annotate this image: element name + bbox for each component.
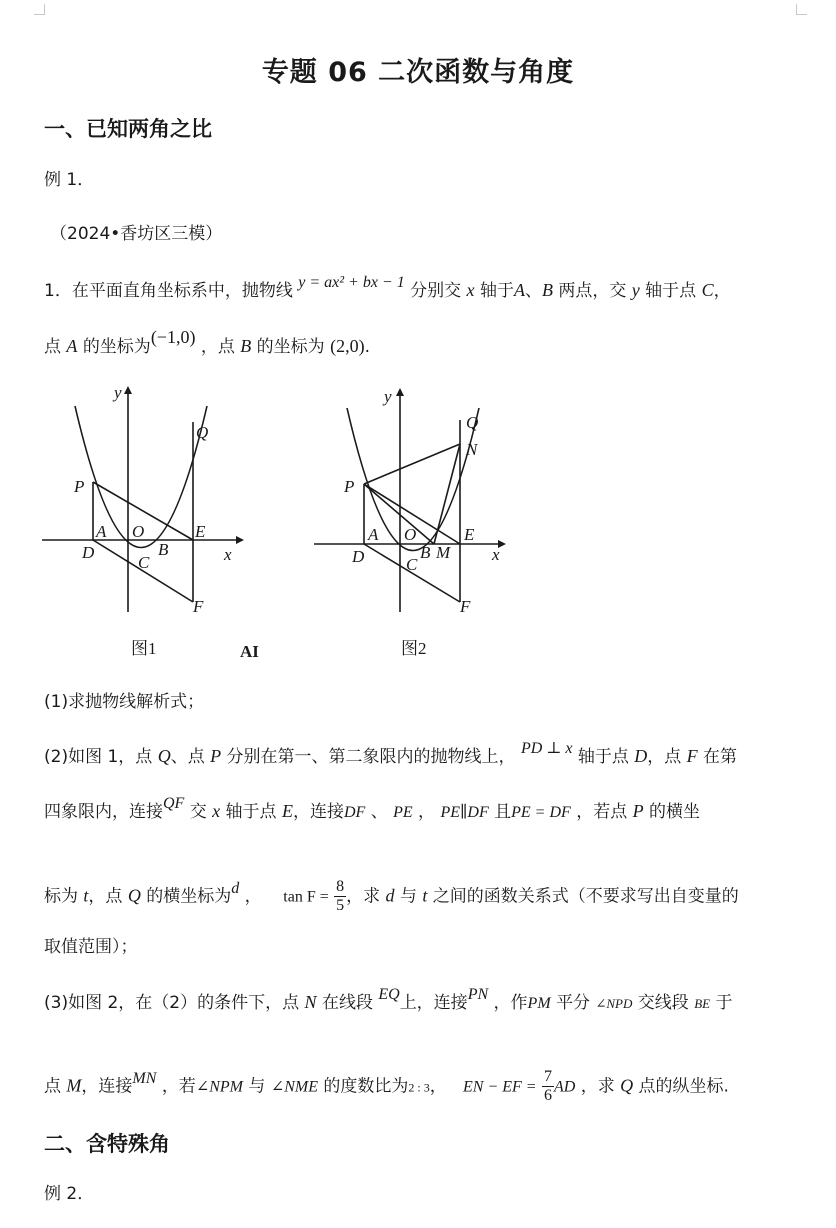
equality-expr: PE = DF	[511, 804, 571, 821]
text: 、点	[170, 747, 205, 767]
label-F: F	[193, 597, 204, 616]
var-t: t	[422, 885, 428, 906]
problem-line-2	[44, 327, 370, 359]
label-O: O	[404, 525, 417, 544]
angle-NPM-expr: ∠NPM	[195, 1078, 243, 1096]
var-t: t	[83, 885, 89, 906]
equation-left: EN − EF =	[462, 1078, 537, 1096]
angle-NPD-expr: ∠NPD	[595, 996, 633, 1011]
var-Q: Q	[157, 746, 171, 766]
label-E: E	[464, 525, 475, 544]
label-B: B	[420, 543, 431, 562]
text: 、	[370, 802, 388, 822]
fraction-7-6	[542, 1068, 554, 1105]
segment-PN	[364, 444, 460, 484]
text: 的坐标为	[82, 337, 151, 357]
text: 交	[189, 802, 207, 822]
text: ，作	[493, 993, 528, 1013]
x-axis-arrow	[236, 536, 244, 544]
text: 于	[715, 993, 733, 1013]
text: 轴于	[479, 281, 514, 301]
text: 轴于点	[225, 802, 277, 822]
label-A: A	[96, 522, 107, 541]
coord-A: (−1,0)	[150, 327, 196, 347]
text: 点	[44, 1076, 61, 1097]
text: ，	[244, 886, 262, 907]
var-E: E	[281, 801, 293, 821]
var-F: F	[686, 746, 698, 766]
label-x: x	[492, 545, 500, 564]
figure-2	[310, 380, 520, 620]
parabola-equation: y = ax² + bx − 1	[298, 274, 405, 291]
y-axis-arrow	[396, 388, 404, 396]
text: 之间的函数关系式（不要求写出自变量的	[432, 886, 739, 907]
text: 轴于点	[645, 281, 697, 301]
var-C: C	[701, 280, 714, 300]
text: ，连接	[81, 1076, 133, 1097]
var-x: x	[212, 801, 221, 821]
example-2-label: 例 2．	[44, 1184, 95, 1204]
label-Q: Q	[466, 413, 479, 432]
label-Q: Q	[196, 423, 209, 442]
label-C: C	[138, 553, 150, 572]
page-title: 专题 06 二次函数与角度	[261, 57, 575, 88]
segment-PN-expr: PN	[467, 986, 489, 1003]
watermark-ai: AI	[240, 642, 259, 661]
text: 四象限内，连接	[44, 802, 163, 822]
segment-DF-expr: DF	[343, 804, 366, 821]
example-1-label: 例 1．	[44, 170, 95, 190]
var-N: N	[304, 992, 317, 1012]
text: ，点	[647, 747, 682, 767]
question-3-line-2	[44, 1068, 729, 1105]
var-d: d	[385, 885, 395, 906]
label-F: F	[460, 597, 471, 616]
figure-1-caption: 图1	[131, 639, 157, 658]
label-y: y	[384, 387, 392, 406]
numerator: 8	[336, 878, 345, 895]
label-P: P	[344, 477, 355, 496]
text: 与	[248, 1076, 266, 1097]
text: ，求	[346, 886, 381, 907]
label-x: x	[224, 545, 232, 564]
label-D: D	[82, 543, 95, 562]
label-O: O	[132, 522, 145, 541]
question-1: (1)求抛物线解析式；	[44, 692, 205, 712]
text: ，点	[88, 886, 123, 907]
text: 上，连接	[399, 993, 468, 1013]
problem-line-1	[44, 274, 731, 304]
text: ，求	[580, 1076, 615, 1097]
figure-1	[38, 380, 248, 620]
segment-MN	[434, 444, 460, 544]
text: 1．在平面直角坐标系中，抛物线	[44, 281, 293, 301]
page-corner-mark-right	[796, 4, 807, 15]
section-heading-2: 二、含特殊角	[44, 1132, 170, 1156]
equation-right: AD	[553, 1078, 576, 1096]
var-A: A	[513, 280, 525, 300]
text: 分别交	[410, 281, 462, 301]
parallel-expr: PE∥DF	[440, 804, 489, 821]
section-heading-1: 一、已知两角之比	[44, 117, 212, 141]
denominator: 6	[543, 1087, 552, 1104]
text: 的横坐标为	[146, 886, 232, 907]
var-Q: Q	[127, 885, 141, 906]
label-N: N	[466, 440, 478, 459]
page-corner-mark-left	[34, 4, 45, 15]
text: 交线段	[637, 993, 689, 1013]
text: 分别在第一、第二象限内的抛物线上，	[226, 747, 516, 767]
var-M: M	[66, 1075, 82, 1096]
var-x: x	[466, 280, 475, 300]
var-P: P	[210, 746, 222, 766]
segment-EQ-expr: EQ	[378, 986, 400, 1003]
var-D: D	[634, 746, 648, 766]
var-B: B	[541, 280, 553, 300]
text: 两点，交	[558, 281, 627, 301]
label-M: M	[436, 543, 451, 562]
coord-B: (2,0)	[330, 336, 365, 356]
var-y: y	[631, 280, 640, 300]
question-2-line-2	[44, 795, 701, 825]
var-P: P	[632, 801, 644, 821]
text: 在线段	[321, 993, 373, 1013]
numerator: 7	[543, 1068, 552, 1085]
label-A: A	[368, 525, 379, 544]
var-d: d	[231, 879, 240, 897]
tan-expr: tan F =	[283, 888, 329, 906]
text: (2)如图 1，点	[44, 747, 153, 767]
label-D: D	[352, 547, 365, 566]
text: 标为	[44, 886, 78, 907]
label-y: y	[114, 383, 122, 402]
segment-BE-expr: BE	[694, 996, 711, 1011]
text: 且	[494, 802, 512, 822]
ratio-expr: 2 : 3	[408, 1080, 430, 1095]
text: 轴于点	[577, 747, 629, 767]
var-Q: Q	[620, 1075, 634, 1096]
text: ，点	[200, 337, 235, 357]
segment-QF-expr: QF	[163, 795, 185, 812]
text: 的横坐	[649, 802, 701, 822]
text: 的坐标为	[256, 337, 325, 357]
segment-MN-expr: MN	[132, 1069, 157, 1087]
text: ，若	[161, 1076, 196, 1097]
var-A: A	[66, 336, 78, 356]
var-B: B	[240, 336, 252, 356]
label-C: C	[406, 555, 418, 574]
fraction-8-5	[334, 878, 346, 915]
question-2-line-1	[44, 740, 738, 770]
text: 、	[524, 281, 542, 301]
text: ，若点	[576, 802, 628, 822]
perpendicular-expr: PD ⊥ x	[520, 740, 573, 757]
angle-NME-expr: ∠NME	[270, 1078, 318, 1096]
text: ，	[418, 802, 436, 822]
figure-2-caption: 图2	[401, 639, 427, 658]
example-1-source: （2024•香坊区三模）	[50, 224, 223, 244]
question-2-line-4: 取值范围）；	[44, 937, 138, 957]
text: 点的纵坐标.	[638, 1076, 729, 1097]
text: ，连接	[292, 802, 344, 822]
label-P: P	[74, 477, 85, 496]
denominator: 5	[336, 897, 345, 914]
segment-PM-expr: PM	[527, 995, 551, 1012]
label-B: B	[158, 540, 169, 559]
question-3-line-1	[44, 986, 733, 1016]
text: 与	[399, 886, 417, 907]
question-2-line-3	[44, 878, 739, 915]
text: 点	[44, 337, 61, 357]
text: ，	[713, 281, 731, 301]
text: ，	[429, 1076, 447, 1097]
text: .	[364, 337, 370, 357]
label-E: E	[195, 522, 206, 541]
y-axis-arrow	[124, 386, 132, 394]
text: 在第	[703, 747, 738, 767]
segment-PE-expr: PE	[393, 804, 413, 821]
text: 的度数比为	[323, 1076, 409, 1097]
text: (3)如图 2，在（2）的条件下，点	[44, 993, 300, 1013]
text: 平分	[556, 993, 591, 1013]
